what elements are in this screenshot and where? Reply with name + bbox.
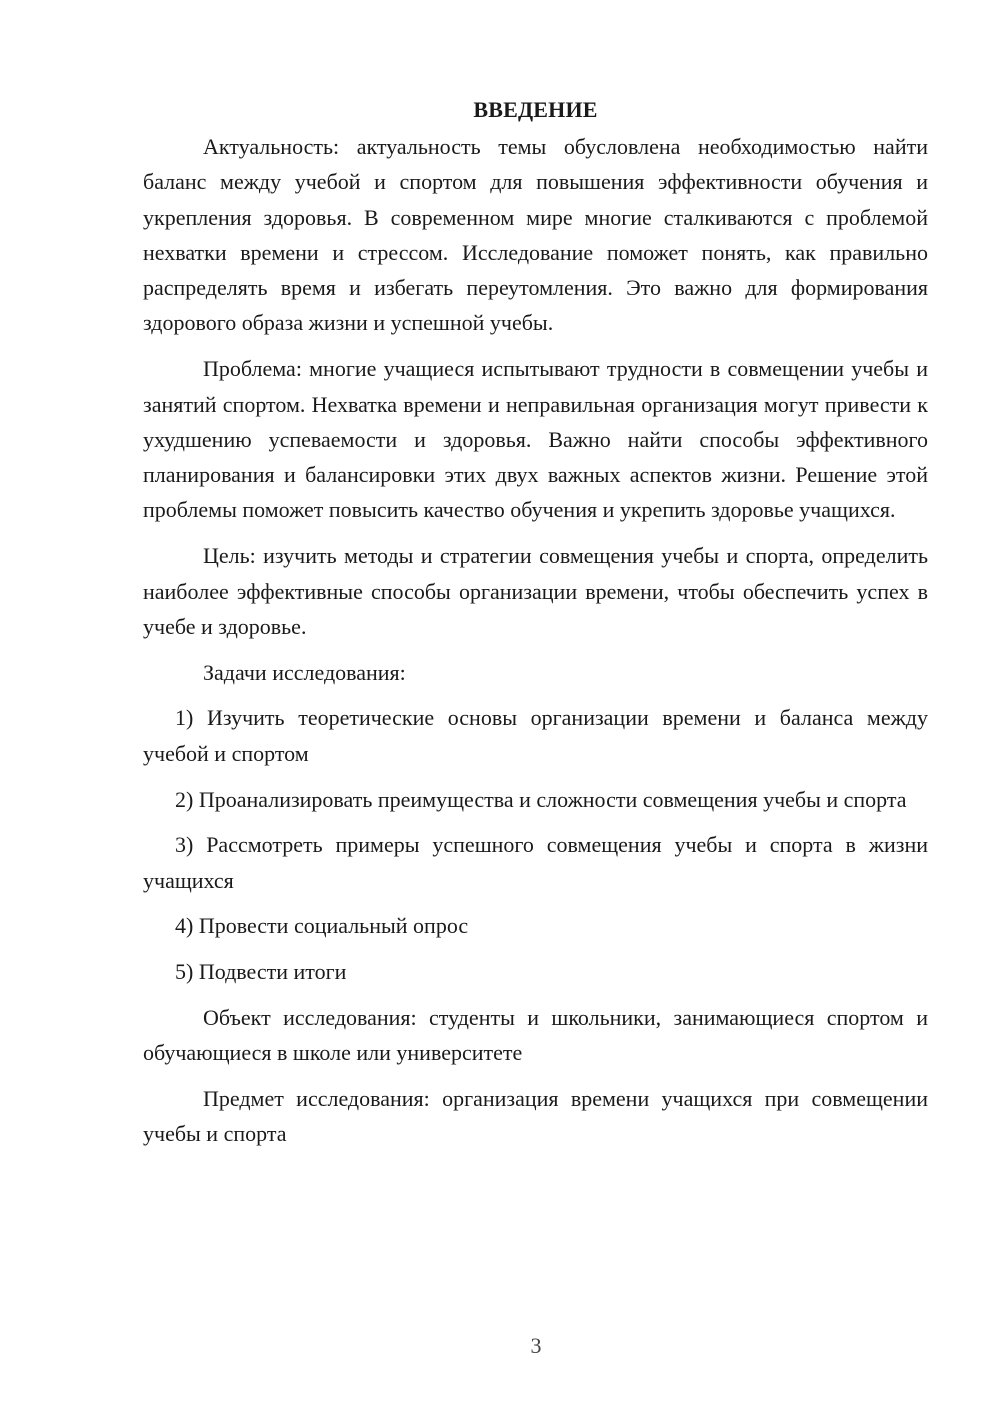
goal-paragraph: Цель: изучить методы и стратегии совмещения учебы и спорта, определить наиболее эффективные способы организации времени, чтобы обеспечить успех в учебе и здоровье. [143, 543, 928, 639]
task-item: 3) Рассмотреть примеры успешного совмещения учебы и спорта в жизни учащихся [143, 832, 928, 893]
task-item: 1) Изучить теоретические основы организации времени и баланса между учебой и спортом [143, 705, 928, 766]
research-subject-paragraph: Предмет исследования: организация времени учащихся при совмещении учебы и спорта [143, 1086, 928, 1147]
task-item: 5) Подвести итоги [175, 959, 347, 985]
tasks-intro: Задачи исследования: [203, 659, 406, 685]
document-page [143, 92, 928, 1162]
relevance-paragraph: Актуальность: актуальность темы обусловлена необходимостью найти баланс между учебой и спортом для повышения эффективности обучения и укрепления здоровья. В современном мире многие сталкиваются с проблемой нехватки времени и стрессом. Исследование поможет понять, как правильно распределять время и избегать переутомления. Это важно для формирования здорового образа жизни и успешной учебы. [143, 134, 928, 336]
task-item: 2) Проанализировать преимущества и сложности совмещения учебы и спорта [175, 786, 907, 812]
problem-paragraph: Проблема: многие учащиеся испытывают трудности в совмещении учебы и занятий спортом. Нехватка времени и неправильная организация могут привести к ухудшению успеваемости и здоровья. Важно найти способы эффективного планирования и балансировки этих двух важных аспектов жизни. Решение этой проблемы поможет повысить качество обучения и укрепить здоровье учащихся. [143, 356, 928, 523]
research-object-paragraph: Объект исследования: студенты и школьники, занимающиеся спортом и обучающиеся в школе или университете [143, 1005, 928, 1066]
page-number: 3 [530, 1333, 542, 1358]
section-heading: ВВЕДЕНИЕ [473, 97, 598, 122]
tasks-list [143, 700, 928, 989]
task-item: 4) Провести социальный опрос [175, 913, 469, 939]
